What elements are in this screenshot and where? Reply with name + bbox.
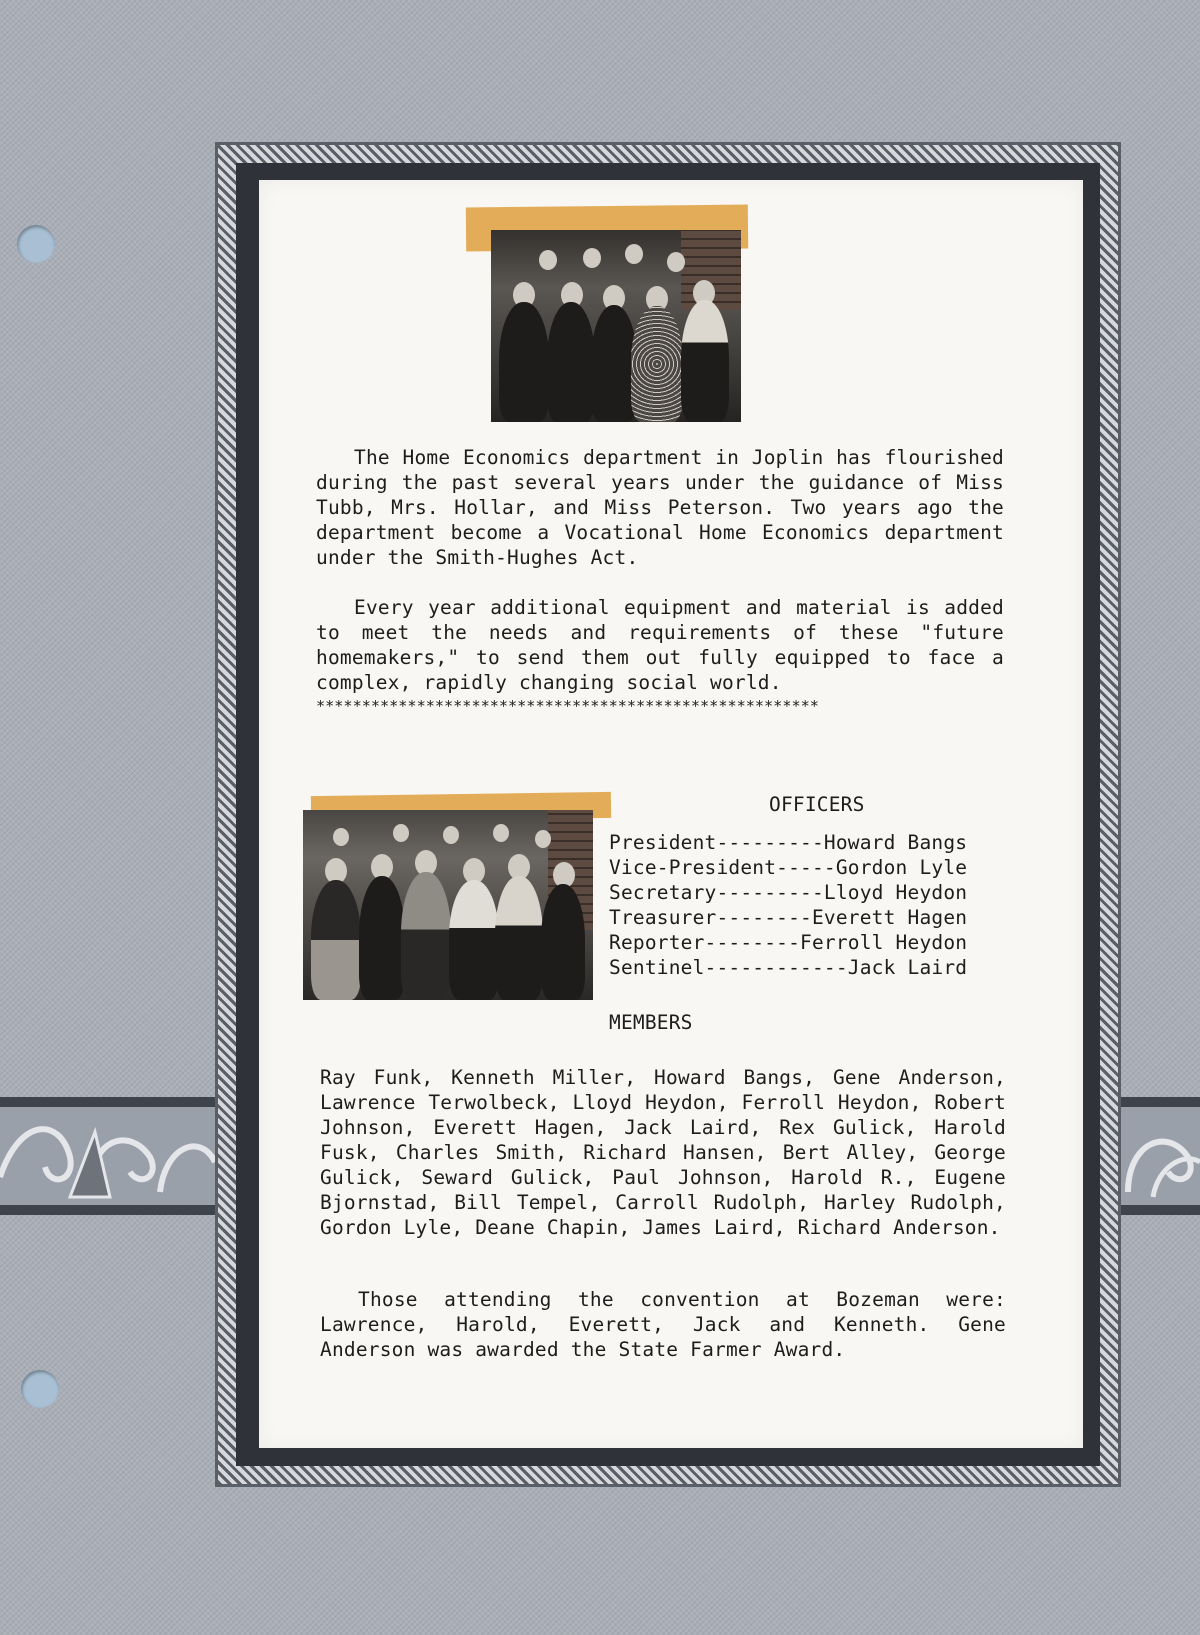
convention-paragraph: Those attending the convention at Bozeman were: Lawrence, Harold, Everett, Jack and Kenneth. Gene Anderson was awarded the State Farmer Award. <box>320 1288 1006 1361</box>
officer-treasurer: Treasurer--------Everett Hagen <box>609 906 968 929</box>
scroll-ornament-left <box>0 1107 222 1205</box>
members-list: Ray Funk, Kenneth Miller, Howard Bangs, Gene Anderson, Lawrence Terwolbeck, Lloyd Heydon, Ferroll Heydon, Robert Johnson, Everett Hagen, Jack Laird, Rex Gulick, Harold Fusk, Charles Smith, Richard Hansen, Bert Alley, George Gulick, Seward Gulick, Paul Johnson, Harold R., Eugene Bjornstad, Bill Tempel, Carroll Rudolph, Harley Rudolph, Gordon Lyle, Deane Chapin, James Laird, Richard Anderson. <box>320 1066 1006 1239</box>
binder-hole-bottom <box>21 1370 59 1408</box>
members-heading: MEMBERS <box>609 1011 693 1034</box>
officer-secretary: Secretary---------Lloyd Heydon <box>609 881 968 904</box>
officers-list <box>609 830 1009 980</box>
ornamental-band-left <box>0 1097 222 1215</box>
officer-sentinel: Sentinel------------Jack Laird <box>609 956 968 979</box>
asterisk-divider: ******************************************************* <box>316 697 819 715</box>
officer-vice-president: Vice-President-----Gordon Lyle <box>609 856 968 879</box>
home-ec-paragraph-2: Every year additional equipment and material is added to meet the needs and requirements of these "future homemakers," to send them out fully equipped to face a complex, rapidly changing social world. <box>316 596 1004 694</box>
officers-heading: OFFICERS <box>769 793 865 816</box>
ornamental-band-right <box>1113 1097 1200 1215</box>
ffa-group-photo <box>303 810 593 1000</box>
page-paper <box>259 180 1083 1448</box>
binder-hole-top <box>17 225 55 263</box>
officer-reporter: Reporter--------Ferroll Heydon <box>609 931 968 954</box>
home-ec-group-photo <box>491 230 741 422</box>
home-ec-paragraph-1: The Home Economics department in Joplin has flourished during the past several years under the guidance of Miss Tubb, Mrs. Hollar, and Miss Peterson. Two years ago the department become a Vocational Home Economics department under the Smith-Hughes Act. <box>316 446 1004 569</box>
scroll-ornament-right <box>1113 1107 1200 1205</box>
officer-president: President---------Howard Bangs <box>609 831 968 854</box>
